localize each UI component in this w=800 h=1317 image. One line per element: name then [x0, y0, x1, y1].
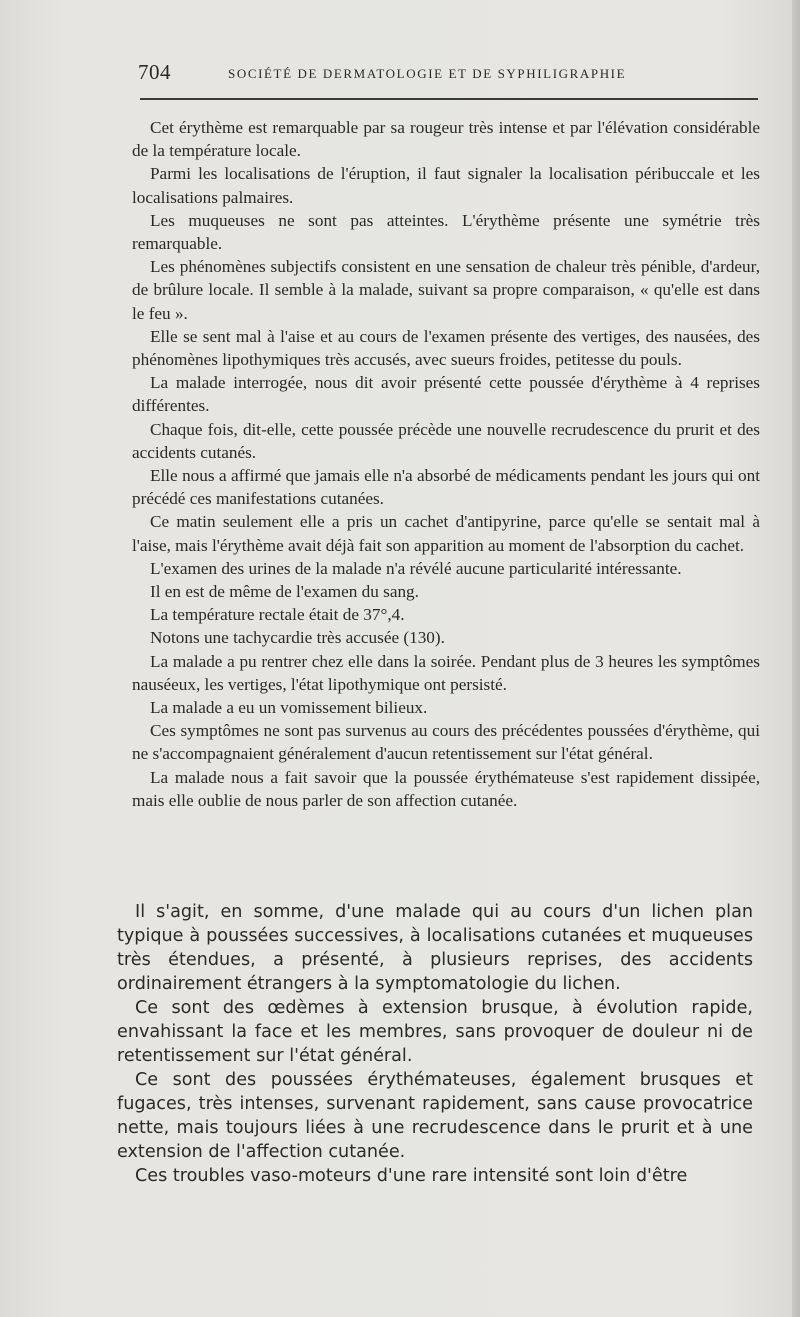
page-number: 704 [138, 60, 171, 84]
paragraph: L'examen des urines de la malade n'a révélé aucune particularité intéressante. [150, 558, 682, 578]
paragraph: Ce sont des poussées érythémateuses, également brusques et fugaces, très intenses, survenant rapidement, sans cause provocatrice nette, mais toujours liées à une recrudescence dans le prurit et à une extension de l'affection cutanée. [117, 1070, 753, 1162]
paragraph: La malade a eu un vomissement bilieux. [150, 698, 428, 718]
paragraph: Il en est de même de l'examen du sang. [150, 582, 419, 602]
paragraph: Ce sont des œdèmes à extension brusque, à évolution rapide, envahissant la face et les membres, sans provoquer de douleur ni de retentissement sur l'état général. [117, 998, 753, 1066]
paragraph: Parmi les localisations de l'éruption, il faut signaler la localisation péribuccale et les localisations palmaires. [132, 164, 760, 207]
paragraph: Il s'agit, en somme, d'une malade qui au cours d'un lichen plan typique à poussées successives, à localisations cutanées et muqueuses très étendues, a présenté, à plusieurs reprises, des accidents ordinairement étrangers à la symptomatologie du lichen. [117, 902, 753, 994]
header-rule [140, 98, 758, 100]
paragraph: La malade a pu rentrer chez elle dans la soirée. Pendant plus de 3 heures les symptômes nauséeux, les vertiges, l'état lipothymique ont persisté. [132, 651, 760, 694]
paragraph: Ce matin seulement elle a pris un cachet d'antipyrine, parce qu'elle se sentait mal à l'aise, mais l'érythème avait déjà fait son apparition au moment de l'absorption du cachet. [132, 512, 760, 555]
paragraph: Les phénomènes subjectifs consistent en une sensation de chaleur très pénible, d'ardeur, de brûlure locale. Il semble à la malade, suivant sa propre comparaison, « qu'elle est dans le feu ». [132, 257, 760, 323]
paragraph: Ces symptômes ne sont pas survenus au cours des précédentes poussées d'érythème, qui ne s'accompagnaient généralement d'aucun retentissement sur l'état général. [132, 721, 760, 764]
page-edge [792, 0, 800, 1317]
paragraph: Notons une tachycardie très accusée (130). [150, 628, 445, 648]
paragraph: Elle se sent mal à l'aise et au cours de l'examen présente des vertiges, des nausées, des phénomènes lipothymiques très accusés, avec sueurs froides, petitesse du pouls. [132, 326, 760, 370]
paragraph: La malade interrogée, nous dit avoir présenté cette poussée d'érythème à 4 reprises différentes. [132, 373, 760, 416]
paragraph: La malade nous a fait savoir que la poussée érythémateuse s'est rapidement dissipée, mais elle oublie de nous parler de son affection cutanée. [132, 767, 760, 810]
paragraph: Cet érythème est remarquable par sa rougeur très intense et par l'élévation considérable de la température locale. [132, 118, 760, 161]
case-report-text [132, 116, 760, 812]
running-header [132, 60, 760, 90]
discussion-text [117, 900, 753, 1188]
paragraph: La température rectale était de 37°,4. [150, 605, 405, 625]
running-title: SOCIÉTÉ DE DERMATOLOGIE ET DE SYPHILIGRAPHIE [228, 66, 627, 81]
paragraph: Les muqueuses ne sont pas atteintes. L'érythème présente une symétrie très remarquable. [132, 210, 760, 254]
paragraph: Elle nous a affirmé que jamais elle n'a absorbé de médicaments pendant les jours qui ont précédé ces manifestations cutanées. [132, 466, 760, 509]
paragraph: Chaque fois, dit-elle, cette poussée précède une nouvelle recrudescence du prurit et des accidents cutanés. [132, 419, 760, 462]
paragraph: Ces troubles vaso-moteurs d'une rare intensité sont loin d'être [135, 1166, 688, 1186]
